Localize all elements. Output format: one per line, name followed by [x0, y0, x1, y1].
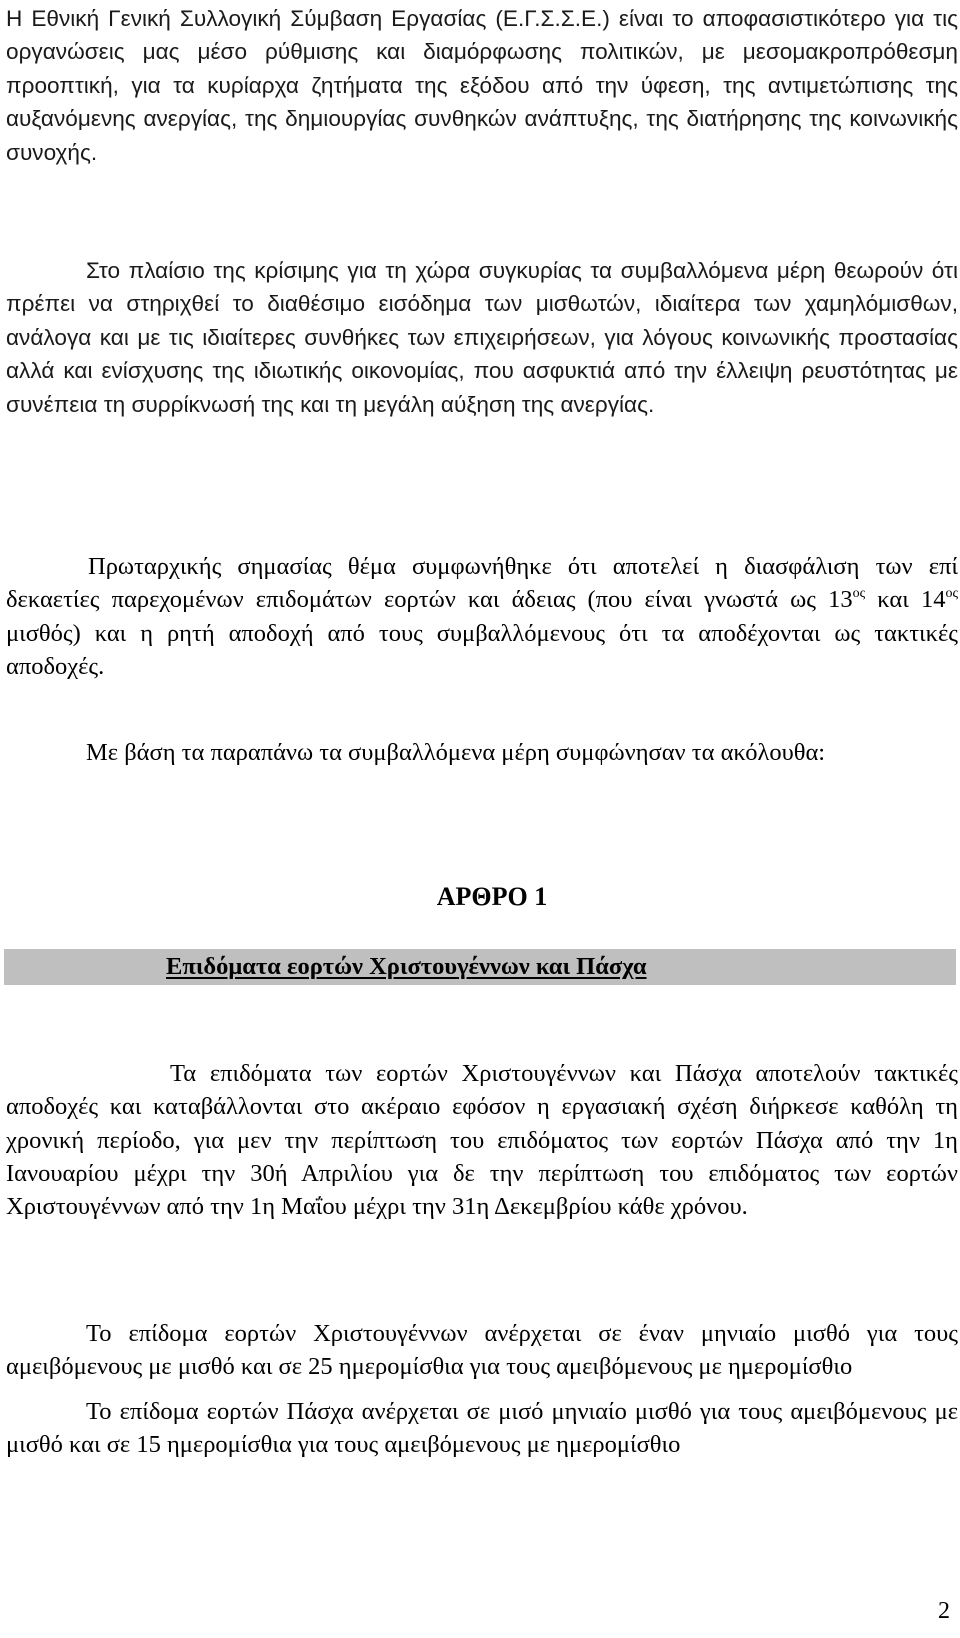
paragraph-bonus-safeguard-text-2: και 14	[865, 586, 946, 614]
paragraph-easter-bonus: Το επίδομα εορτών Πάσχα ανέρχεται σε μισό μηνιαίο μισθό για τους αμειβόμενους με μισθό και σε 15 ημερομίσθια για τους αμειβόμενους με ημερομίσθιο	[6, 1398, 958, 1459]
paragraph-agreement: Με βάση τα παραπάνω τα συμβαλλόμενα μέρη συμφώνησαν τα ακόλουθα:	[86, 739, 826, 766]
superscript-ordinal: ος	[852, 586, 866, 602]
paragraph-bonus-safeguard-text-1: Πρωταρχικής σημασίας θέμα συμφωνήθηκε ότι αποτελεί η διασφάλιση των επί δεκαετίες παρεχομένων επιδομάτων εορτών και άδειας (που είναι γνωστά ως 13	[6, 553, 958, 614]
article-title: ΑΡΘΡΟ 1	[436, 882, 548, 911]
paragraph-context: Στο πλαίσιο της κρίσιμης για τη χώρα συγκυρίας τα συμβαλλόμενα μέρη θεωρούν ότι πρέπει να στηριχθεί το διαθέσιμο εισόδημα των μισθωτών, ιδιαίτερα των χαμηλόμισθων, ανάλογα και με τις ιδιαίτερες συνθήκες των επιχειρήσεων, για λόγους κοινωνικής προστασίας αλλά και ενίσχυσης της ιδιωτικής οικονομίας, που ασφυκτιά από την έλλειψη ρευστότητας με συνέπεια τη συρρίκνωσή της και τη μεγάλη αύξηση της ανεργίας.	[6, 258, 958, 417]
paragraph-intro: Η Εθνική Γενική Συλλογική Σύμβαση Εργασίας (Ε.Γ.Σ.Σ.Ε.) είναι το αποφασιστικότερο για τις οργανώσεις μας μέσο ρύθμισης και διαμόρφωσης πολιτικών, με μεσομακροπρόθεσμη προοπτική, για τα κυρίαρχα ζητήματα της εξόδου από την ύφεση, της αντιμετώπισης της αυξανόμενης ανεργίας, της δημιουργίας συνθηκών ανάπτυξης, της διατήρησης της κοινωνικής συνοχής.	[6, 6, 958, 165]
paragraph-bonus-safeguard-text-3: μισθός) και η ρητή αποδοχή από τους συμβαλλόμενους ότι τα αποδέχονται ως τακτικές αποδοχές.	[6, 619, 958, 680]
superscript-ordinal: ος	[945, 586, 958, 602]
paragraph-bonus-terms: Τα επιδόματα των εορτών Χριστουγέννων και Πάσχα αποτελούν τακτικές αποδοχές και καταβάλλονται στο ακέραιο εφόσον η εργασιακή σχέση διήρκεσε καθόλη τη χρονική περίοδο, για μεν την περίπτωση του επιδόματος των εορτών Πάσχα από την 1η Ιανουαρίου μέχρι την 30ή Απριλίου για δε την περίπτωση του επιδόματος των εορτών Χριστουγέννων από την 1η Μαΐου μέχρι την 31η Δεκεμβρίου κάθε χρόνου.	[6, 1060, 958, 1221]
page-number: 2	[938, 1598, 950, 1624]
article-subtitle: Επιδόματα εορτών Χριστουγέννων και Πάσχα	[166, 953, 647, 980]
paragraph-christmas-bonus: Το επίδομα εορτών Χριστουγέννων ανέρχεται σε έναν μηνιαίο μισθό για τους αμειβόμενους με μισθό και σε 25 ημερομίσθια για τους αμειβόμενους με ημερομίσθιο	[6, 1320, 958, 1381]
paragraph-bonus-safeguard	[6, 550, 958, 683]
